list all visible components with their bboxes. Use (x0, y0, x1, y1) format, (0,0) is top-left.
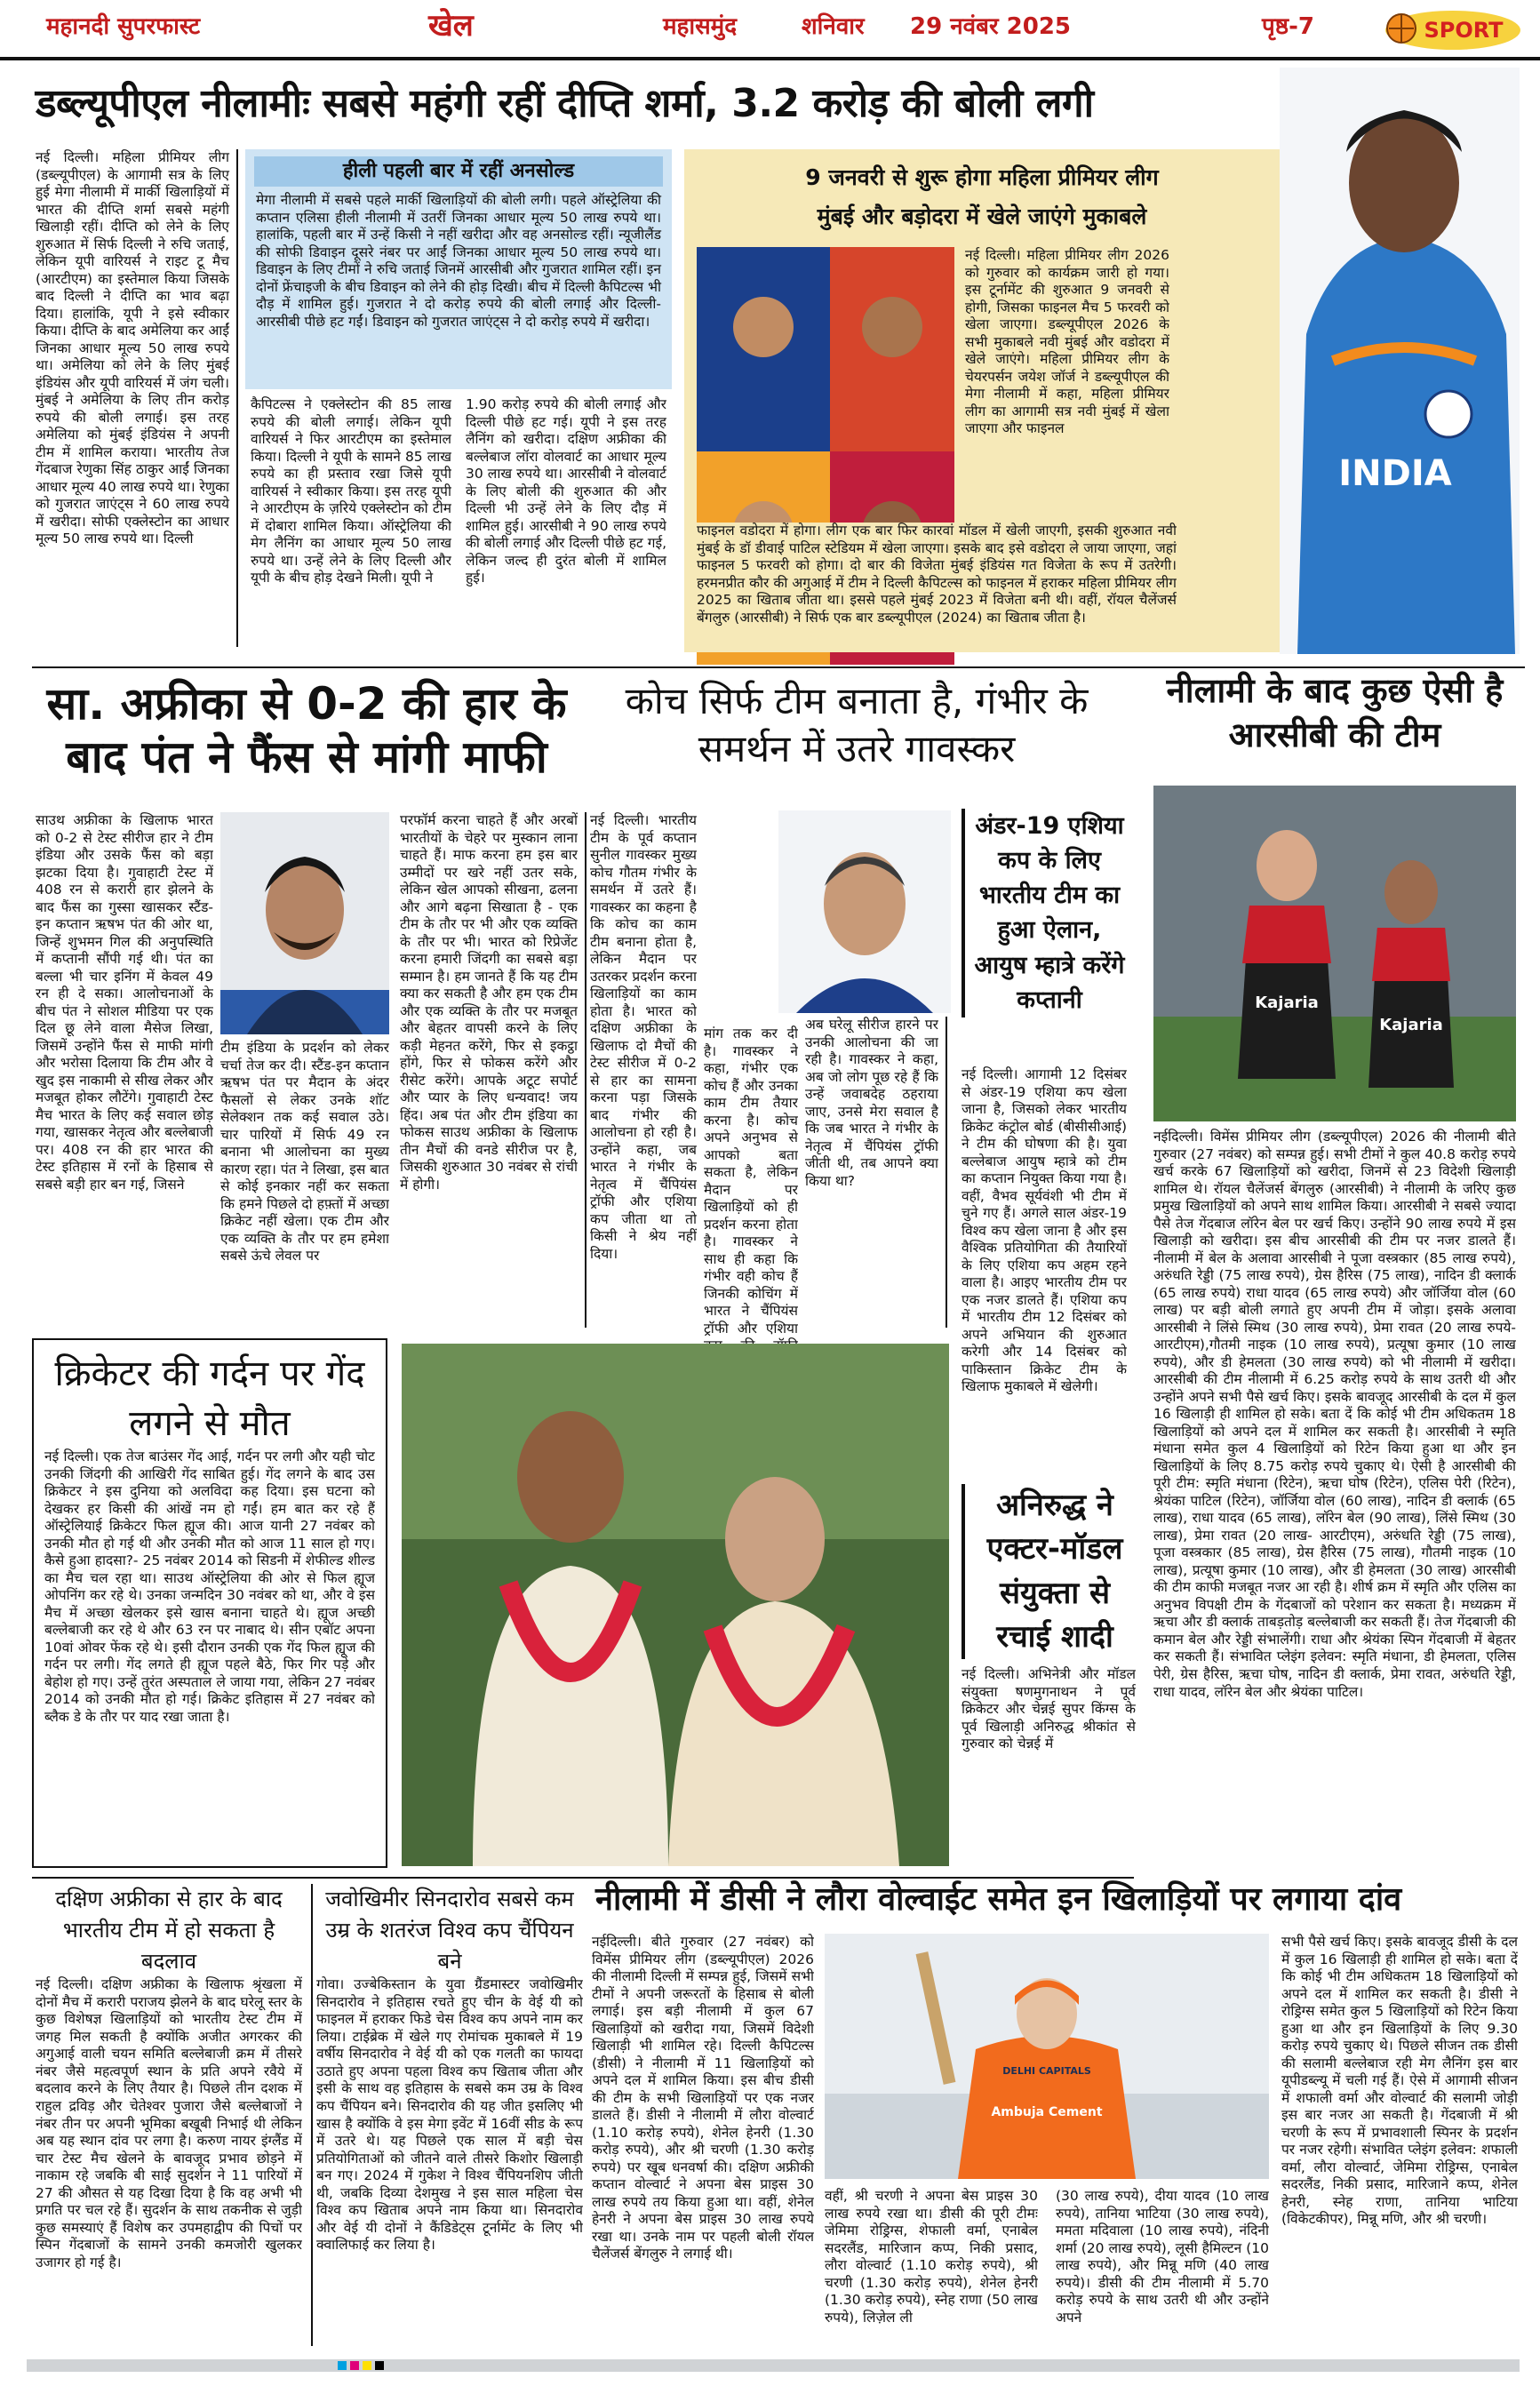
bottom-left-story (36, 1884, 313, 2346)
deepti-jersey-text: INDIA (1338, 453, 1452, 494)
rcb-col (1153, 1129, 1516, 1900)
dc-headline: नीलामी में डीसी ने लौरा वोल्वाईट समेत इन खिलाड़ियों पर लगाया दांव (595, 1881, 1402, 1918)
cmyk-magenta (350, 2361, 359, 2370)
wedding-text: नई दिल्ली। अभिनेत्री और मॉडल संयुक्ता षणमुगनाथन ने पूर्व क्रिकेटर और चेन्नई सुपर किंग्स के पूर्व खिलाड़ी अनिरुद्ध श्रीकांत से गुरुवार को चेन्नई में (962, 1666, 1136, 1752)
lead-col-3 (466, 396, 666, 647)
rcb-story (1152, 668, 1518, 757)
healy-box (245, 149, 672, 389)
page-number: पृष्ठ-7 (1262, 13, 1314, 40)
dc-jersey-team: DELHI CAPITALS (1002, 2065, 1091, 2077)
rcb-headline: नीलामी के बाद कुछ ऐसी है आरसीबी की टीम (1166, 671, 1504, 755)
gavaskar-col-1 (590, 812, 697, 1328)
dc-story (595, 1880, 1520, 1919)
pant-col-1 (36, 812, 213, 1328)
lead-text-col3: 1.90 करोड़ रुपये की बोली लगाई और दिल्ली पीछे हट गई। यूपी ने इस तरह लैनिंग को खरीदा। दक्षिण अफ्रीका की बल्लेबाज लॉरा वोलवार्ट का आधार मूल्य 30 लाख रुपये था। आरसीबी ने वोलवार्ट के लिए बोली की शुरुआत की और दिल्ली भी उन्हें लेने के लिए दौड़ में शामिल हुई। आरसीबी ने 90 लाख रुपये की बोली लगाई और दिल्ली पीछे हट गई, लेकिन जल्द ही दुरंत बोली में शामिल हुई। (466, 396, 666, 587)
divider-2 (32, 1877, 1134, 1879)
wpl-schedule-box (684, 149, 1280, 652)
gavaskar-col-3 (805, 1017, 947, 1328)
hughes-story (32, 1338, 387, 1868)
gavaskar-text-col3: अब घरेलू सीरीज हारने पर उनकी आलोचना की जा रही है। गावस्कर ने कहा, अब जो लोग पूछ रहे हैं कि उन्हें जवाबदेह ठहराया जाए, उनसे मेरा सवाल है कि जब भारत ने गंभीर के नेतृत्व में चैंपियंस ट्रॉफी जीती थी, तब आपने क्या किया था? (805, 1017, 938, 1189)
city-name: महासमुंद (663, 13, 738, 40)
bottom-left-headline: दक्षिण अफ्रीका से हार के बाद भारतीय टीम में हो सकता है बदलाव (55, 1887, 283, 1974)
pant-headline: सा. अफ्रीका से 0-2 की हार के बाद पंत ने फैंस से मांगी माफी (46, 678, 567, 783)
healy-box-text: मेगा नीलामी में सबसे पहले मार्की खिलाड़ियों की बोली लगी। पहले ऑस्ट्रेलिया की कप्तान एलिसा हीली नीलामी में उतरीं जिनका आधार मूल्य 50 लाख रुपये था। हालांकि, पहली बार में उन्हें किसी ने नहीं खरीदा और वह अनसोल्ड रहीं। न्यूजीलैंड की सोफी डिवाइन दूसरे नंबर पर आईं जिनका आधार मूल्य 50 लाख रुपये था। डिवाइन के लिए टीमों ने रुचि जताई जिनमें आरसीबी और गुजरात शामिल रहीं। इन दोनों फ्रेंचाइजी के बीच डिवाइन को लेने की होड़ दिखी। बीच में दिल्ली कैपिटल्स भी दौड़ में शामिल हुई। गुजरात ने दो करोड़ रुपये की बोली लगाई और दिल्ली-आरसीबी पीछे हट गईं। डिवाइन को गुजरात जाएंट्स ने दो करोड़ रुपये में खरीदा। (256, 192, 661, 330)
paper-name: महानदी सुपरफास्ट (46, 13, 201, 40)
wedding-story (962, 1484, 1136, 1753)
sport-logo (1382, 4, 1524, 53)
sport-logo-text: SPORT (1424, 18, 1504, 43)
gavaskar-text-col2: मांग तक कर दी है। गावस्कर ने कहा, गंभीर एक कोच हैं और उनका काम टीम तैयार करना है। कोच अपने अनुभव से आपको बता सकता है, लेकिन मैदान पर खिलाड़ियों को ही प्रदर्शन करना होता है। गावस्कर ने साथ ही कहा कि गंभीर वही कोच हैं जिनकी कोचिंग में भारत ने चैंपियंस ट्रॉफी और एशिया (704, 1025, 798, 1337)
deepti-photo (1280, 68, 1520, 654)
rcb-jersey-2: Kajaria (1379, 1016, 1443, 1034)
cmyk-cyan (338, 2361, 347, 2370)
u19-text: नई दिल्ली। आगामी 12 दिसंबर से अंडर-19 एशिया कप खेला जाना है, जिसको लेकर भारतीय क्रिकेट कंट्रोल बोर्ड (बीसीसीआई) ने टीम की घोषणा की है। युवा बल्लेबाज आयुष म्हात्रे को टीम का कप्तान नियुक्त किया गया है। वहीं, वैभव सूर्यवंशी भी टीम में चुने गए हैं। अगले साल अंडर-19 विश्व कप खेला जाना है और इस वैश्विक प्रतियोगिता की तैयारियों के लिए एशिया कप अहम रहने वाला है। आइए भारतीय टीम पर एक नजर डालते हैं। एशिया कप में भारतीय टीम 12 दिसंबर को अपने अभियान की शुरुआत करेगी और 14 दिसंबर को पाकिस्तान क्रिकेट टीम के खिलाफ मुकाबले में खेलेगी। (962, 1066, 1127, 1395)
dc-text-col1: नईदिल्ली। बीते गुरुवार (27 नवंबर) को विमेंस प्रीमियर लीग (डब्ल्यूपीएल) 2026 की नीलामी दिल्ली में सम्पन्न हुई, जिसमें सभी टीमों ने अपनी जरूरतों के हिसाब से बोली लगाई। इस बड़ी नीलामी में कुल 67 खिलाड़ियों को खरीदा गया, जिसमें विदेशी खिलाड़ी भी शामिल रहे। दिल्ली कैपिटल्स (डीसी) ने नीलामी में 11 खिलाड़ियों को अपने दल में शामिल किया। इस बीच डीसी की टीम के सभी खिलाड़ियों पर एक नजर डालते हैं। डीसी ने नीलामी में लौरा वोल्वार्ट (1.10 करोड़ रुपये), शेनेल हेनरी (1.30 करोड़ रुपये), और श्री चरणी (1.30 करोड़ रुपये) पर खूब धनवर्षा की। दक्षिण अफ्रीकी कप्तान वोल्वार्ट ने अपना बेस प्राइस 30 लाख रुपये तय किया हुआ था। वहीं, शेनेल हेनरी ने अपना बेस प्राइस 30 लाख रुपये रखा था। उनके नाम पर पहली बोली रॉयल चैलेंजर्स बेंगलुरु ने लगाई थी। (592, 1934, 814, 2262)
chess-story (316, 1884, 583, 2346)
u19-col (962, 1066, 1127, 1457)
lead-text-col2: कैपिटल्स ने एक्लेस्टोन की 85 लाख रुपये की बोली लगाई। लेकिन यूपी वारियर्स ने फिर आरटीएम का इस्तेमाल किया। दिल्ली ने यूपी के सामने 85 लाख रुपये का ही प्रस्ताव रखा जिसे यूपी वारियर्स ने स्वीकार किया। इस तरह यूपी ने आरटीएम के ज़रिये एक्लेस्टोन को टीम में दोबारा शामिल किया। ऑस्ट्रेलिया की मेग लैनिंग का आधार मूल्य 50 लाख रुपये था। उन्हें लेने के लिए दिल्ली और यूपी के बीच होड़ देखने मिली। यूपी ने (251, 396, 451, 587)
chess-text: गोवा। उज्बेकिस्तान के युवा ग्रैंडमास्टर जवोखिमीर सिनदारोव ने इतिहास रचते हुए चीन के वेई यी को फाइनल में हराकर फिडे चेस विश्व कप अपने नाम कर लिया। टाईब्रेक में खेले गए रोमांचक मुकाबले में 19 वर्षीय सिनदारोव ने वेई यी को एक गलती का फायदा उठाते हुए अपना पहला विश्व कप खिताब जीता और इसी के साथ वह इतिहास के सबसे कम उम्र के विश्व कप चैंपियन बने। सिनदारोव की यह जीत इसलिए भी खास है क्योंकि वे इस मेगा इवेंट में 16वीं सीड के रूप में उतरे थे। यह पिछले एक साल में बड़ी चेस प्रतियोगिताओं को जीतने वाले तीसरे किशोर खिलाड़ी बन गए। 2024 में गुकेश ने विश्व चैंपियनशिप जीती थी, जबकि दिव्या देशमुख ने इस साल महिला चेस विश्व कप खिताब अपने नाम किया था। सिनदारोव और वेई यी दोनों ने कैंडिडेट्स टूर्नामेंट के लिए भी क्वालिफाई कर लिया है। (316, 1976, 583, 2254)
wpl-head-1: 9 जनवरी से शुरू होगा महिला प्रीमियर लीग (805, 164, 1159, 190)
hughes-headline: क्रिकेटर की गर्दन पर गेंद लगने से मौत (54, 1353, 365, 1444)
pant-story (36, 677, 578, 784)
dc-col-4 (1281, 1934, 1518, 2346)
u19-headline: अंडर-19 एशिया कप के लिए भारतीय टीम का हुआ ऐलान, आयुष म्हात्रे करेंगे कप्तानी (974, 812, 1125, 1014)
rcb-text: नईदिल्ली। विमेंस प्रीमियर लीग (डब्ल्यूपीएल) 2026 की नीलामी बीते गुरुवार (27 नवंबर) को सम्पन्न हुई। सभी टीमों ने कुल 40.8 करोड़ रुपये खर्च करके 67 खिलाड़ियों को खरीदा, जिनमें से 23 विदेशी खिलाड़ी शामिल थे। रॉयल चैलेंजर्स बेंगलुरु (आरसीबी) ने नीलामी के जरिए कुछ प्रमुख खिलाड़ियों को अपने साथ शामिल किया। आरसीबी ने सबसे ज्यादा पैसे तेज गेंदबाज लॉरेन बेल पर खर्च किए। उन्होंने 90 लाख रुपये में इस खिलाड़ी को खरीदा। इस बीच आरसीबी की टीम पर नजर डालते हैं। नीलामी में बेल के अलावा आरसीबी ने पूजा वस्त्रकार (85 लाख रुपये), अरुंधति रेड्डी (75 लाख रुपये), ग्रेस हैरिस (75 लाख), नादिन डी क्लार्क (65 लाख रुपये) राधा यादव (65 लाख रुपये) और जॉर्जिया वोल (60 लाख) पर बड़ी बोली लगाते हुए अपनी टीम में जोड़ा। इसके अलावा आरसीबी ने लिंसे स्मिथ (30 लाख रुपये), प्रेमा रावत (20 लाख रुपये- आरटीएम),गौतमी नाइक (10 लाख रुपये), प्रत्यूषा कुमार (10 लाख रुपये), और डी हेमलता (30 लाख रुपये) को भी नीलामी में खरीदा। आरसीबी की टीम नीलामी में 6.25 करोड़ रुपये के साथ उतरी थी और उन्होंने अपने सभी पैसे खर्च किए। इसके बावजूद आरसीबी के दल में कुल 16 खिलाड़ी ही शामिल हो सके। बता दें कि कोई भी टीम अधिकतम 18 खिलाड़ियों को अपने दल में शामिल कर सकती है। आरसीबी ने स्मृति मंधाना समेत कुल 4 खिलाड़ियों को रिटेन किया हुआ था और इन खिलाड़ियों के लिए 8.75 करोड़ रुपये चुकाए थे। ऐसी है आरसीबी की पूरी टीम: स्मृति मंधाना (रिटेन), ऋचा घोष (रिटेन), एलिस पेरी (रिटेन), श्रेयंका पाटिल (रिटेन), जॉर्जिया वोल (60 लाख), नादिन डी क्लार्क (65 लाख), राधा यादव (65 लाख), लॉरेन बेल (90 लाख), लिंसे स्मिथ (30 लाख), प्रेमा रावत (20 लाख- आरटीएम), अरुंधति रेड्डी (75 लाख), पूजा वस्त्रकार (85 लाख), ग्रेस हैरिस (75 लाख), गौतमी नाइक (10 लाख), प्रत्यूषा कुमार (10 लाख), और डी हेमलता (30 लाख) आरसीबी की टीम काफी मजबूत नजर आ रही है। शीर्ष क्रम में स्मृति और एलिस का अनुभव विपक्षी टीम के गेंदबाजों को परेशान कर सकता है। मध्यक्रम में ऋचा और डी क्लार्क ताबड़तोड़ बल्लेबाजी कर सकती हैं। तेज गेंदबाजी की कमान बेल और रेड्डी संभालेंगी। राधा और श्रेयंका स्पिन गेंदबाजी में बेहतर कर सकती हैं। संभावित प्लेइंग इलेवन: स्मृति मंधाना, डी हेमलता, एलिस पेरी, ग्रेस हैरिस, ऋचा घोष, नादिन डी क्लार्क, प्रेमा रावत, अरुंधति रेड्डी, राधा यादव, लॉरेन बेल और श्रेयंका पाटिल। (1153, 1129, 1516, 1700)
rcb-photo (1153, 786, 1516, 1121)
day-name: शनिवार (802, 13, 865, 40)
dc-col-1 (592, 1934, 814, 2342)
pant-col-2 (220, 1040, 389, 1328)
pant-col-3 (400, 812, 586, 1328)
lead-headline: डब्ल्यूपीएल नीलामीः सबसे महंगी रहीं दीप्ति शर्मा, 3.2 करोड़ की बोली लगी (36, 81, 1094, 126)
wpl-text-bottom: फाइनल वडोदरा में होगा। लीग एक बार फिर कारवां मॉडल में खेली जाएगी, इसकी शुरुआत नवी मुंबई के डॉ डीवाई पाटिल स्टेडियम में खेला जाएगा। इसके बाद इसे वडोदरा ले जाया जाएगा, जहां फाइनल 5 फरवरी को होगा। दो बार की विजेता मुंबई इंडियंस गत विजेता के रूप में उतरेगी। हरमनप्रीत कौर की अगुआई में टीम ने दिल्ली कैपिटल्स को फाइनल में हराकर महिला प्रीमियर लीग 2025 का खिताब जीता था। इससे पहले मुंबई 2023 में विजेता बनी थी। वहीं, रॉयल चैलेंजर्स बेंगलुरु (आरसीबी) ने सिर्फ एक बार डब्ल्यूपीएल (2024) का खिताब जीता है। (697, 523, 1177, 652)
print-strip (27, 2359, 1520, 2372)
section-name: खेल (428, 8, 474, 44)
wedding-photo (402, 1344, 949, 1866)
masthead (0, 0, 1540, 60)
pant-text-col1: साउथ अफ्रीका के खिलाफ भारत को 0-2 से टेस्ट सीरीज हार ने टीम इंडिया और उसके फैंस को बड़ा झटका दिया है। गुवाहाटी टेस्ट में 408 रन से करारी हार झेलने के बाद फैंस का गुस्सा खासकर स्टैंड-इन कप्तान ऋषभ पंत की ओर था, जिन्हें शुभमन गिल की अनुपस्थिति में कप्तानी सौंपी गई थी। पंत का बल्ला भी चार इनिंग में केवल 49 रन ही दे सका। आलोचनाओं के बीच पंत ने सोशल मीडिया पर एक दिल छू लेने वाला मैसेज लिखा, जिसमें उन्होंने फैंस से माफी मांगी और भरोसा दिलाया कि टीम और वे खुद इस नाकामी से सीख लेकर और मजबूत होकर लौटेंगे। गुवाहाटी टेस्ट मैच भारत के लिए कई सवाल छोड़ गया, खासकर नेतृत्व और बल्लेबाजी पर। 408 रन की हार भारत की टेस्ट इतिहास में रनों के हिसाब से सबसे बड़ी हार बन गई, जिसने (36, 812, 213, 1193)
dc-text-col2: वहीं, श्री चरणी ने अपना बेस प्राइस 30 लाख रुपये रखा था। डीसी की पूरी टीमः जेमिमा रोड्रिग्स, शेफाली वर्मा, एनाबेल सदरलैंड, मारिजान कप्प, निकी प्रसाद, लौरा वोल्वार्ट (1.10 करोड़ रुपये), श्री चरणी (1.30 करोड़ रुपये), शेनेल हेनरी (1.30 करोड़ रुपये), स्नेह राणा (50 लाख रुपये), लिज़ेल ली (825, 2188, 1038, 2326)
dc-col-3 (1056, 2188, 1269, 2346)
lead-col-1 (36, 149, 238, 647)
dc-jersey-sponsor: Ambuja Cement (991, 2105, 1103, 2119)
wpl-text-right: नई दिल्ली। महिला प्रीमियर लीग 2026 को गुरुवार को कार्यक्रम जारी हो गया। इस टूर्नामेंट की शुरुआत 9 जनवरी से होगी, जिसका फाइनल मैच 5 फरवरी को खेला जाएगा। डब्ल्यूपीएल 2026 के सभी मुकाबले नवी मुंबई और वडोदरा में खेले जाएंगे। महिला प्रीमियर लीग के चेयरपर्सन जयेश जॉर्ज ने डब्ल्यूपीएल की मेगा नीलामी में कहा, महिला प्रीमियर लीग का आगामी सत्र नवी मुंबई में खेला जाएगा और फाइनल (965, 247, 1169, 437)
u19-story (962, 809, 1127, 1017)
lead-col-2 (251, 396, 451, 647)
hughes-text: नई दिल्ली। एक तेज बाउंसर गेंद आई, गर्दन पर लगी और यही चोट उनकी जिंदगी की आखिरी गेंद साबित हुई। गेंद लगने के बाद उस क्रिकेटर ने इस दुनिया को अलविदा कह दिया। इस घटना को देखकर हर किसी की आंखें नम हो गईं। हम बात कर रहे हैं ऑस्ट्रेलियाई क्रिकेटर फिल ह्यूज की। आज यानी 27 नवंबर को उनकी मौत हो गई थी और उनकी मौत को आज 11 साल हो गए। कैसे हुआ हादसा?- 25 नवंबर 2014 को सिडनी में शेफील्ड शील्ड का मैच चल रहा था। साउथ ऑस्ट्रेलिया की ओर से फिल ह्यूज ओपनिंग कर रहे थे। उनका जन्मदिन 30 नवंबर को था, और वे इस मैच में अच्छा खेलकर इसे खास बनाना चाहते थे। ह्यूज अच्छी बल्लेबाजी कर रहे थे और 63 रन पर नाबाद थे। सीन एबॉट अपना 10वां ओवर फेंक रहे थे। इसी दौरान उनकी एक गेंद फिल ह्यूज की गर्दन पर लगी। गेंद लगते ही ह्यूज पहले बैठे, फिर गिर पड़े और बेहोश हो गए। उन्हें तुरंत अस्पताल ले जाया गया, लेकिन 27 नवंबर 2014 को उनकी मौत हो गई। क्रिकेट इतिहास में 27 नवंबर को ब्लैक डे के तौर पर याद रखा जाता है। (44, 1448, 375, 1725)
dc-photo (825, 1934, 1269, 2179)
issue-date: 29 नवंबर 2025 (910, 13, 1072, 40)
healy-box-head: हीली पहली बार में रहीं अनसोल्ड (254, 156, 663, 187)
bottom-left-text: नई दिल्ली। दक्षिण अफ्रीका के खिलाफ श्रृंखला में दोनों मैच में करारी पराजय झेलने के बाद घरेलू स्तर के कुछ विशेषज्ञ खिलाड़ियों को भारतीय टेस्ट टीम में जगह मिल सकती है क्योंकि अजीत अगरकर की अगुआई वाली चयन समिति बल्लेबाजी क्रम में तीसरे नंबर जैसे महत्वपूर्ण स्थान के प्रति अपने रवैये में बदलाव करने के लिए तैयार है। पिछले तीन दशक में राहुल द्रविड़ और चेतेश्वर पुजारा जैसे बल्लेबाजों ने नंबर तीन पर अपनी भूमिका बखूबी निभाई थी लेकिन अब यह स्थान दांव पर लगा है। करुण नायर इंग्लैंड में चार टेस्ट मैच खेलने के बावजूद प्रभाव छोड़ने में नाकाम रहे जबकि बी साई सुदर्शन ने 11 पारियों में 27 की औसत से यह दिखा दिया है कि वह अभी भी प्रगति पर चल रहे हैं। सुदर्शन के साथ तकनीक से जुड़ी कुछ समस्याएं हैं विशेष कर उपमहाद्वीप की पिचों पर स्पिन गेंदबाजों के सामने उनकी कमजोरी खुलकर उजागर हो गई है। (36, 1976, 302, 2270)
gavaskar-text-col1: नई दिल्ली। भारतीय टीम के पूर्व कप्तान सुनील गावस्कर मुख्य कोच गौतम गंभीर के समर्थन में उतरे हैं। गावस्कर का कहना है कि कोच का काम टीम बनाना होता है, लेकिन मैदान पर उतरकर प्रदर्शन करना खिलाड़ियों का काम होता है। भारत को दक्षिण अफ्रीका के खिलाफ दो मैचों की टेस्ट सीरीज में 0-2 से हार का सामना करना पड़ा जिसके बाद गंभीर की आलोचना हो रही है। उन्होंने कहा, जब भारत ने गंभीर के नेतृत्व में चैंपियंस ट्रॉफी और एशिया कप जीता था तो किसी ने श्रेय नहीं दिया। (590, 812, 697, 1262)
lead-story (36, 82, 1271, 127)
gavaskar-headline: कोच सिर्फ टीम बनाता है, गंभीर के समर्थन में उतरे गावस्कर (625, 679, 1089, 770)
dc-col-2 (825, 2188, 1038, 2346)
wedding-headline: अनिरुद्ध ने एक्टर-मॉडल संयुक्ता से रचाई शादी (986, 1488, 1123, 1655)
gavaskar-story (590, 677, 1123, 773)
gavaskar-photo (778, 810, 951, 1013)
dc-text-col3: (30 लाख रुपये), दीया यादव (10 लाख रुपये), तानिया भाटिया (30 लाख रुपये), ममता मदिवाला (10 लाख रुपये), नंदिनी शर्मा (20 लाख रुपये), लूसी हैमिल्टन (10 लाख रुपये), और मिन्नू मणि (40 लाख रुपये)। डीसी की टीम नीलामी में 5.70 करोड़ रुपये के साथ उतरी थी और उन्होंने अपने (1056, 2188, 1269, 2326)
pant-text-col2: टीम इंडिया के प्रदर्शन को लेकर चर्चा तेज कर दी। स्टैंड-इन कप्तान ऋषभ पंत पर मैदान के अंदर फैसलों से लेकर उनके शॉट सेलेक्शन तक कई सवाल उठे। चार पारियों में सिर्फ 49 रन बनाना भी आलोचना का मुख्य कारण रहा। पंत ने लिखा, इस बात से कोई इनकार नहीं कर सकता कि हमने पिछले दो हफ़्तों में अच्छा क्रिकेट नहीं खेला। एक टीम और एक व्यक्ति के तौर पर हम हमेशा सबसे ऊंचे लेवल पर (220, 1040, 389, 1265)
pant-text-col3: परफॉर्म करना चाहते हैं और अरबों भारतीयों के चेहरे पर मुस्कान लाना चाहते हैं। माफ करना हम इस बार उम्मीदों पर खरे नहीं उतर सके, लेकिन खेल आपको सीखना, ढलना और आगे बढ़ना सिखाता है - एक टीम के तौर पर भी और एक व्यक्ति के तौर पर भी। भारत को रिप्रेजेंट करना हमारी जिंदगी का सबसे बड़ा सम्मान है। हम जानते हैं कि यह टीम क्या कर सकती है और हम एक टीम और एक व्यक्ति के तौर पर मजबूत और बेहतर वापसी करने के लिए कड़ी मेहनत करेंगे, फिर से इकट्ठा होंगे, फिर से फोकस करेंगे और रीसेट करेंगे। आपके अटूट सपोर्ट और प्यार के लिए धन्यवाद! जय हिंद। अब पंत और टीम इंडिया का फोकस साउथ अफ्रीका के खिलाफ तीन मैचों की वनडे सीरीज पर है, जिसकी शुरुआत 30 नवंबर से रांची में होगी। (400, 812, 578, 1193)
lead-text-col1: नई दिल्ली। महिला प्रीमियर लीग (डब्ल्यूपीएल) के आगामी सत्र के लिए हुई मेगा नीलामी में मार्की खिलाड़ियों में भारत की दीप्ति शर्मा सबसे महंगी खिलाड़ी रहीं। दीप्ति को लेने के लिए शुरुआत में सिर्फ दिल्ली ने रुचि जताई, लेकिन यूपी वारियर्स ने राइट टू मैच (आरटीएम) का इस्तेमाल किया जिसके बाद दिल्ली ने दीप्ति का भाव बढ़ा दिया। हालांकि, यूपी ने इसे स्वीकार किया। दीप्ति के बाद अमेलिया कर आईं जिनका आधार मूल्य 50 लाख रुपये था। अमेलिया को लेने के लिए मुंबई इंडियंस और यूपी वारियर्स में जंग चली। मुंबई ने अमेलिया के लिए तीन करोड़ रुपये की बोली लगाई। इस तरह अमेलिया को मुंबई इंडियंस ने अपनी टीम में शामिल कराया। भारतीय तेज गेंदबाज रेणुका सिंह ठाकुर आईं जिनका आधार मूल्य 40 लाख रुपये था। रेणुका को गुजरात जाएंट्स ने 60 लाख रुपये में खरीदा। सोफी एक्लेस्टोन का आधार मूल्य 50 लाख रुपये था। दिल्ली (36, 149, 229, 547)
rcb-jersey-1: Kajaria (1255, 994, 1319, 1012)
cmyk-black (375, 2361, 384, 2370)
cmyk-yellow (363, 2361, 371, 2370)
chess-headline: जवोखिमीर सिनदारोव सबसे कम उम्र के शतरंज विश्व कप चैंपियन बने (325, 1887, 574, 1974)
wpl-head-2: मुंबई और बड़ोदरा में खेले जाएंगे मुकाबले (817, 203, 1147, 229)
dc-text-col4: सभी पैसे खर्च किए। इसके बावजूद डीसी के दल में कुल 16 खिलाड़ी ही शामिल हो सके। बता दें कि कोई भी टीम अधिकतम 18 खिलाड़ियों को अपने दल में शामिल कर सकती है। डीसी ने रोड्रिग्स समेत कुल 5 खिलाड़ियों को रिटेन किया हुआ था और इन खिलाड़ियों के लिए 9.30 करोड़ रुपये चुकाए थे। पिछले सीजन तक डीसी की सलामी बल्लेबाज रही मेग लैनिंग इस बार यूपीडब्ल्यू में चली गई हैं। ऐसे में आगामी सीजन में शफाली वर्मा और वोल्वार्ट की सलामी जोड़ी इस बार नजर आ सकती है। गेंदबाजी में श्री चरणी के रूप में प्रभावशाली स्पिनर के प्रदर्शन पर नजर रहेगी। संभावित प्लेइंग इलेवन: शफाली वर्मा, लौरा वोल्वार्ट, जेमिमा रोड्रिग्स, एनाबेल सदरलैंड, निकी प्रसाद, मारिजाने कप्प, शेनेल हेनरी, स्नेह राणा, तानिया भाटिया (विकेटकीपर), मिन्नू मणि, और श्री चरणी। (1281, 1934, 1518, 2228)
pant-photo (220, 812, 389, 1034)
